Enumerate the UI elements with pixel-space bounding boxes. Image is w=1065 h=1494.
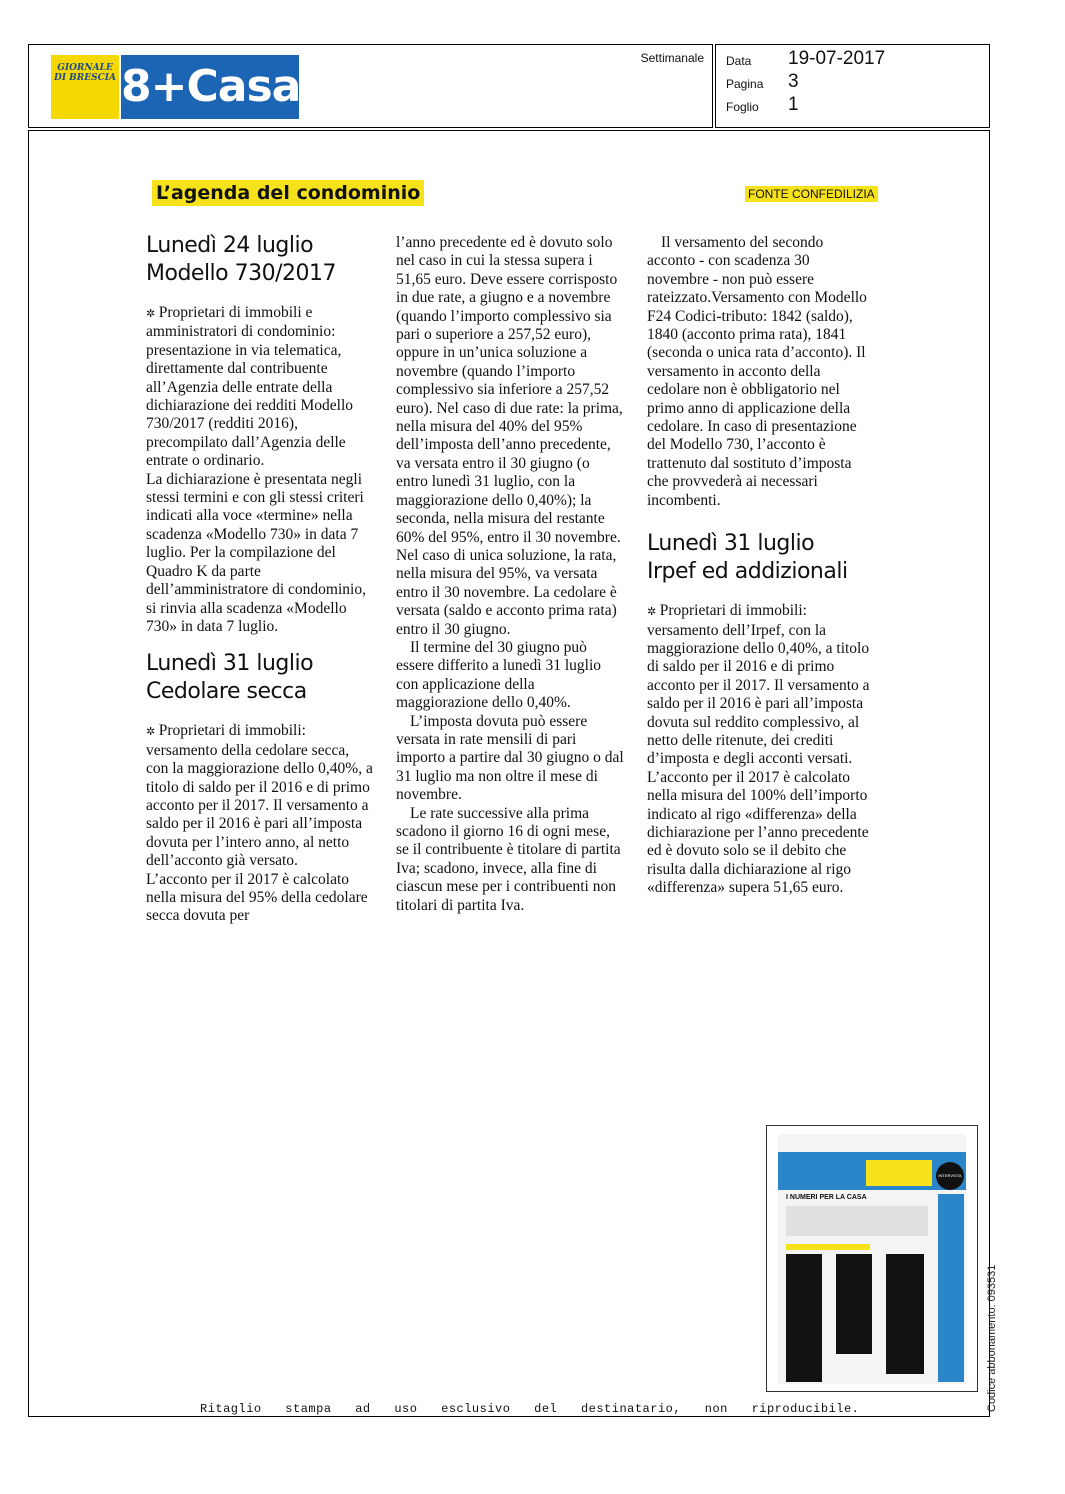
paragraph: Le rate successive alla prima scadono il giorno 16 di ogni mese, se il contribuente è titolare di partita Iva; scadono, invece, alla fine di ciascun mese per i contribuenti non titolari di partita Iva.	[396, 804, 621, 914]
newspaper-logo	[51, 55, 299, 119]
source-label: FONTE CONFEDILIZIA	[745, 186, 878, 202]
meta-value-page: 3	[788, 71, 799, 92]
section-title: L’agenda del condominio	[152, 180, 424, 206]
paragraph: La dichiarazione è presentata negli stessi termini e con gli stessi criteri indicati alla voce «termine» nella scadenza «Modello 730» in data 7 luglio. Per la compilazione del Quadro K da parte dell’amministratore di condominio, si rinvia alla scadenza «Modello 730» in data 7 luglio.	[146, 470, 366, 635]
thumb-numbers-box	[786, 1206, 928, 1236]
paragraph: Il termine del 30 giugno può essere differito a lunedì 31 luglio con applicazione della maggiorazione dello 0,40%.	[396, 638, 602, 712]
paragraph: Il versamento del secondo acconto - con scadenza 30 novembre - non può essere rateizzato.Versamento con Modello F24 Codici-tributo: 1842 (saldo), 1840 (acconto prima rata), 1841 (seconda o unica rata d’acconto). Il versamento in acconto della cedolare non è obbligatorio nel primo anno di applicazione della cedolare. In caso di presentazione del Modello 730, l’acconto è trattenuto dal sostituto d’imposta che provvederà ai necessari incombenti.	[647, 234, 867, 509]
bullet-icon: ✲	[146, 725, 159, 739]
logo-main-text: 8+Casa	[121, 55, 299, 119]
header-masthead-box	[28, 44, 713, 128]
paragraph: Proprietari di immobili: versamento dell’Irpef, con la maggiorazione dello 0,40%, a titolo di saldo per il 2016 e di primo acconto per il 2017. Il versamento a saldo per il 2016 è pari all’imposta dovuta sul reddito complessivo, al netto delle ritenute, dei crediti d’imposta e degli acconti versati. L’acconto per il 2017 è calcolato nella misura del 100% dell’importo indicato al rigo «differenza» della dichiarazione per l’anno precedente ed è dovuto solo se il debito che risulta dalla dichiarazione al rigo «differenza» supera 51,65 euro.	[647, 602, 870, 897]
meta-label-sheet: Foglio	[726, 100, 759, 114]
logo-top-text: GIORNALE	[57, 63, 113, 73]
thumb-headline: I NUMERI PER LA CASA	[786, 1194, 867, 1201]
article-column-3	[647, 234, 875, 898]
logo-bottom-text: DI BRESCIA	[54, 73, 116, 83]
thumb-badge: INTERVISTA	[936, 1162, 964, 1190]
thumb-section-bar	[786, 1244, 870, 1250]
heading-irpef: Lunedì 31 luglio Irpef ed addizionali	[647, 531, 848, 585]
subscription-code: Codice abbonamento: 093531	[986, 1264, 998, 1412]
thumb-sidebar	[938, 1194, 964, 1382]
thumb-yellow-box	[866, 1160, 932, 1186]
heading-modello-730: Lunedì 24 luglio Modello 730/2017	[146, 233, 337, 286]
meta-label-date: Data	[726, 54, 752, 68]
bullet-icon: ✲	[146, 307, 159, 320]
meta-value-sheet: 1	[788, 94, 799, 115]
paragraph: L’imposta dovuta può essere versata in rate mensili di pari importo a partire dal 30 giugno o dal 31 luglio ma non oltre il mese di novembre.	[396, 712, 624, 804]
paragraph: l’anno precedente ed è dovuto solo nel caso in cui la stessa supera i 51,65 euro. Deve essere corrisposto in due rate, a giugno e a novembre (quando l’importo complessivo sia pari o superiore a 257,52 euro), oppure in un’unica soluzione a novembre (quando l’importo complessivo sia inferiore a 257,52 euro). Nel caso di due rate: la prima, nella misura del 40% del 95% dell’imposta dell’anno precedente, va versata entro il 30 giugno (o entro lunedì 31 luglio, con la maggiorazione dello 0,40%); la seconda, nella misura del restante 60% del 95%, entro il 30 novembre. Nel caso di unica soluzione, la rata, nella misura del 95%, va versata entro il 30 novembre. La cedolare è versata (saldo e acconto prima rata) entro il 30 giugno.	[396, 234, 623, 638]
thumbnail-page-image	[778, 1134, 966, 1384]
bullet-icon: ✲	[647, 605, 660, 619]
paragraph: Proprietari di immobili e amministratori di condominio: presentazione in via telematica, direttamente dal contribuente all’Agenzia delle entrate della dichiarazione dei redditi Modello 730/2017 (redditi 2016), precompilato dall’Agenzia delle entrate o ordinario.	[146, 304, 354, 470]
meta-value-date: 19-07-2017	[788, 48, 886, 69]
thumb-col-2	[836, 1254, 872, 1354]
periodicity-label: Settimanale	[640, 51, 704, 65]
heading-cedolare-secca: Lunedì 31 luglio Cedolare secca	[146, 651, 314, 705]
header-meta-box	[715, 44, 990, 128]
thumb-col-1	[786, 1254, 822, 1382]
page-thumbnail	[766, 1125, 978, 1392]
footer-notice: Ritaglio stampa ad uso esclusivo del destinatario, non riproducibile.	[200, 1402, 860, 1416]
article-column-2	[396, 234, 624, 915]
thumb-col-3	[886, 1254, 924, 1374]
meta-label-page: Pagina	[726, 77, 764, 91]
paragraph: Proprietari di immobili: versamento della cedolare secca, con la maggiorazione dello 0,40%, a titolo di saldo per il 2016 e di primo acconto per il 2017. Il versamento a saldo per il 2016 è pari all’imposta dovuta per l’intero anno, al netto dell’acconto già versato.	[146, 722, 373, 870]
logo-giornale-block	[51, 55, 119, 119]
paragraph: L’acconto per il 2017 è calcolato nella misura del 95% della cedolare secca dovuta per	[146, 870, 368, 925]
article-column-1	[146, 232, 374, 926]
